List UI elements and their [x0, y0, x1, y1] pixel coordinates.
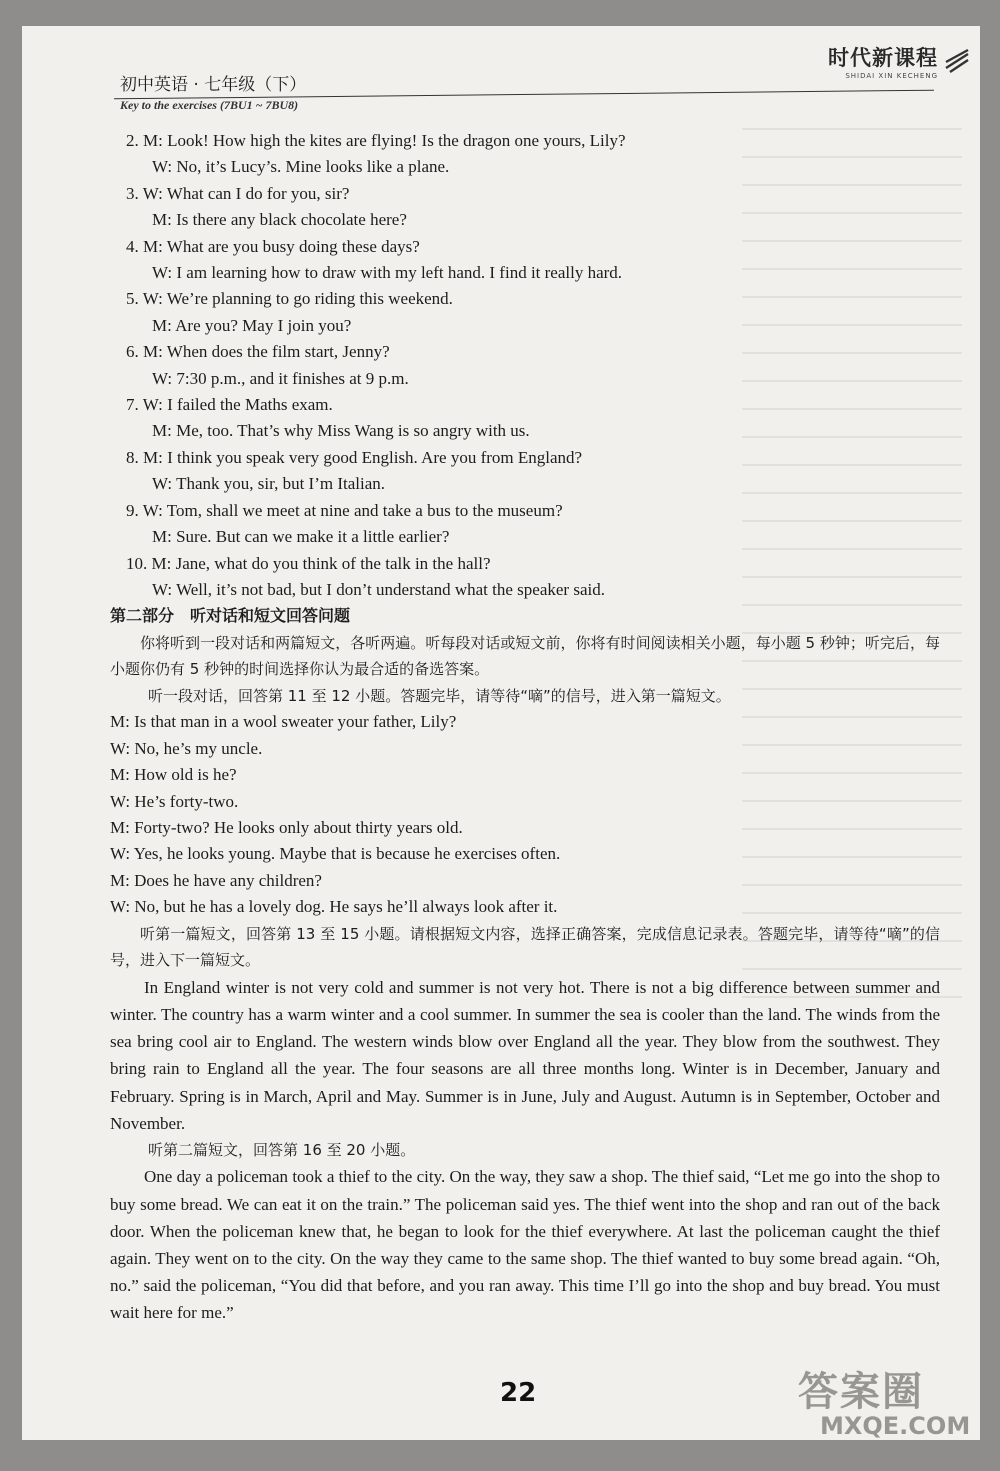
dialogue-item — [110, 498, 940, 551]
dialogue-line: 2. M: Look! How high the kites are flying! Is the dragon one yours, Lily? — [126, 131, 626, 150]
section-heading: 第二部分 听对话和短文回答问题 — [110, 606, 351, 626]
book-subtitle: Key to the exercises (7BU1 ~ 7BU8) — [120, 98, 299, 112]
conversation-line: M: Forty-two? He looks only about thirty years old. — [110, 817, 463, 837]
passage1-intro: 听第一篇短文，回答第 13 至 15 小题。请根据短文内容，选择正确答案，完成信息记录表。答题完毕，请等待“嘀”的信号，进入下一篇短文。 — [110, 924, 940, 970]
dialogue-intro: 听一段对话，回答第 11 至 12 小题。答题完毕，请等待“嘀”的信号，进入第一篇短文。 — [148, 686, 731, 705]
brand-block — [828, 42, 938, 80]
dialogue-item — [110, 234, 940, 287]
dialogue-item — [110, 286, 940, 339]
dialogue-line: 8. M: I think you speak very good English. Are you from England? — [126, 447, 583, 467]
passage2-text: One day a policeman took a thief to the city. On the way, they saw a shop. The thief said, “Let me go into the shop to buy some bread. We can eat it on the train.” The policeman said yes. The thief went into the shop and ran out of the back door. When the policeman knew that, he began to look for the thief everywhere. At last the policeman caught the thief again. They went on to the city. On the way they came to the same shop. The thief wanted to buy some bread again. “Oh, no.” said the policeman, “You did that before, and you ran away. This time I’ll go into the shop and buy bread. You must wait here for me.” — [110, 1167, 940, 1323]
dialogue-line: 7. W: I failed the Maths exam. — [126, 395, 333, 415]
dialogue-line: 9. W: Tom, shall we meet at nine and take a bus to the museum? — [126, 500, 563, 520]
brand-name: 时代新课程 — [828, 46, 938, 70]
dialogue-item — [110, 181, 940, 234]
conversation-line: M: Does he have any children? — [110, 870, 322, 890]
dialogue-line: 6. M: When does the film start, Jenny? — [126, 342, 390, 362]
dialogue-line: W: Well, it’s not bad, but I don’t understand what the speaker said. — [152, 579, 605, 599]
page-number: 22 — [500, 1378, 537, 1408]
instructions-paragraph: 你将听到一段对话和两篇短文，各听两遍。听每段对话或短文前，你将有时间阅读相关小题，每小题 5 秒钟；听完后，每小题你仍有 5 秒钟的时间选择你认为最合适的备选答案。 — [110, 633, 940, 679]
dialogue-line: M: Are you? May I join you? — [152, 315, 352, 335]
passage2-intro: 听第二篇短文，回答第 16 至 20 小题。 — [148, 1140, 416, 1159]
dialogue-line: 4. M: What are you busy doing these days? — [126, 236, 420, 256]
brand-pinyin: SHIDAI XIN KECHENG — [845, 72, 938, 80]
dialogue-line: W: I am learning how to draw with my left hand. I find it really hard. — [152, 263, 623, 283]
conversation — [110, 709, 940, 920]
conversation-line: M: How old is he? — [110, 765, 237, 785]
conversation-line: W: Yes, he looks young. Maybe that is because he exercises often. — [110, 844, 561, 864]
book-title: 初中英语 · 七年级（下） — [120, 75, 307, 95]
dialogue-line: W: No, it’s Lucy’s. Mine looks like a plane. — [152, 157, 450, 177]
conversation-line: W: No, he’s my uncle. — [110, 738, 263, 758]
conversation-line: W: No, but he has a lovely dog. He says he’ll always look after it. — [110, 897, 558, 917]
dialogue-item — [110, 551, 940, 604]
watermark-url: MXQE.COM — [820, 1412, 971, 1440]
document-page — [22, 26, 980, 1440]
dialogue-line: W: 7:30 p.m., and it finishes at 9 p.m. — [152, 368, 409, 388]
dialogue-item — [110, 128, 940, 181]
passage1-text: In England winter is not very cold and summer is not very hot. There is not a big difference between summer and winter. The country has a warm winter and a cool summer. In summer the sea is cooler than the land. The winds from the sea bring cool air to England. The western winds blow over England all the year. They blow from the southwest. They bring rain to England all the year. The four seasons are all three months long. Winter is in December, January and February. Spring is in March, April and May. Summer is in June, July and August. Autumn is in September, October and November. — [110, 977, 940, 1133]
dialogue-item — [110, 445, 940, 498]
brand-logo-icon — [944, 48, 970, 74]
dialogue-line: 3. W: What can I do for you, sir? — [126, 183, 350, 203]
watermark-logo: 答案圈 — [798, 1369, 924, 1415]
dialogue-line: 10. M: Jane, what do you think of the talk in the hall? — [126, 553, 491, 573]
dialogue-item — [110, 392, 940, 445]
dialogue-line: M: Sure. But can we make it a little earlier? — [152, 527, 450, 547]
conversation-line: M: Is that man in a wool sweater your father, Lily? — [110, 712, 457, 732]
dialogue-line: W: Thank you, sir, but I’m Italian. — [152, 474, 386, 494]
dialogue-line: M: Is there any black chocolate here? — [152, 210, 407, 230]
page-content — [110, 128, 940, 1327]
dialogue-item — [110, 339, 940, 392]
conversation-line: W: He’s forty-two. — [110, 791, 239, 811]
dialogue-line: 5. W: We’re planning to go riding this weekend. — [126, 289, 453, 309]
dialogue-line: M: Me, too. That’s why Miss Wang is so angry with us. — [152, 421, 530, 441]
